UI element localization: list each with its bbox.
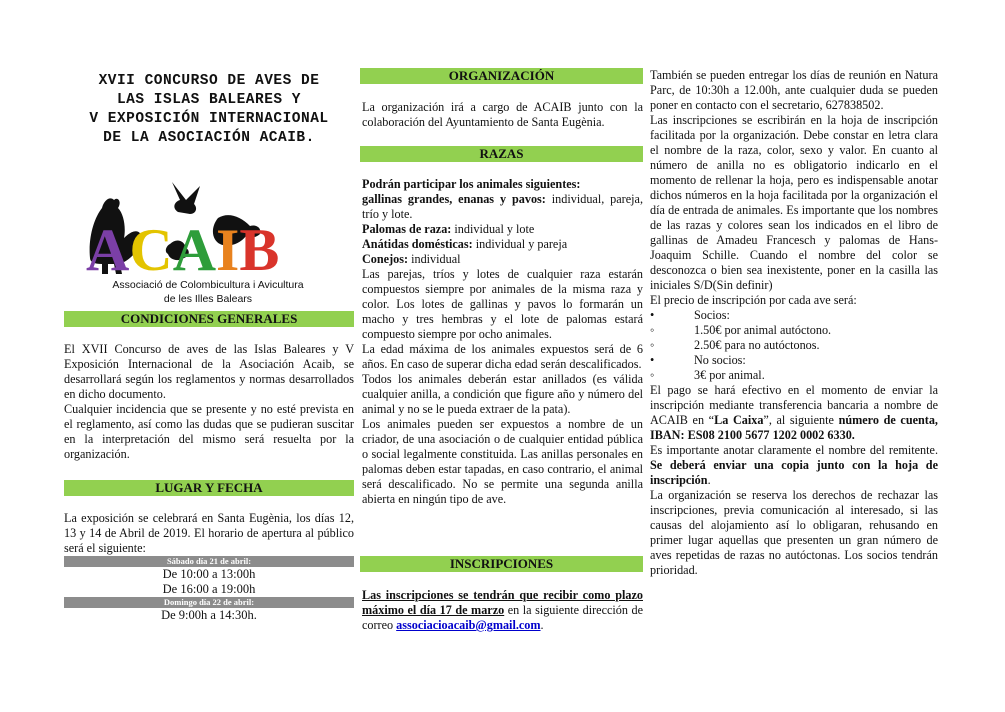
schedule-day-2: Domingo día 22 de abril: xyxy=(64,597,354,608)
price-list-text: 3€ por animal. xyxy=(694,368,765,382)
razas-item-label: Palomas de raza: xyxy=(362,222,452,236)
deadline-text: Las inscripciones se tendrán que recibir como plazo máximo el día 17 de marzo xyxy=(362,588,643,617)
inscripciones-text xyxy=(362,588,643,633)
paragraph: El precio de inscripción por cada ave será: xyxy=(650,293,857,307)
paragraph: También se pueden entregar los días de reunión en Natura Parc, de 10:30h a 12.00h, ante cualquier duda se pueden poner en contacto con el secretario, 627838502. xyxy=(650,68,938,112)
inscripciones-heading: INSCRIPCIONES xyxy=(360,556,643,572)
razas-item xyxy=(362,192,643,222)
iban: número de cuenta, IBAN: ES08 2100 5677 1202 0002 6330. xyxy=(650,413,938,442)
acaib-logo xyxy=(80,178,336,308)
logo-subtitle: Associació de Colombicultura i Avicultura xyxy=(112,279,304,291)
svg-text:ACAIB: ACAIB xyxy=(86,217,280,283)
text: El pago se hará efectivo en el momento de enviar la inscripción mediante transferencia bancaria a nombre de ACAIB en “ xyxy=(650,383,938,427)
lugar-heading: LUGAR Y FECHA xyxy=(64,480,354,496)
title-line: V EXPOSICIÓN INTERNACIONAL xyxy=(89,111,329,127)
razas-intro: Podrán participar los animales siguientes: xyxy=(362,177,581,191)
paragraph: Las inscripciones se escribirán en la hoja de inscripción facilitada por la organización. Debe constar en letra clara el nombre de la raza, color, sexo y valor. En cuanto al número de anilla no es obligatorio indicarlo en el momento de rellenar la hoja, pero es indispensable anotar dichos números en la hoja facilitada por la organización el día de entrada de animales. Es importante que los nombres de las razas y colores sean los indicados en el libro de gallinas de Amadeu Francesch y palomas de Hans-Joaquim Schille. Cuando el nombre del color se desconozca o bien sea inexistente, poner en la casilla las iniciales S/D(Sin definir) xyxy=(650,113,938,292)
bullet-icon: • xyxy=(650,308,655,322)
condiciones-text xyxy=(64,342,354,462)
razas-item xyxy=(362,252,643,267)
paragraph: Los animales pueden ser expuestos a nombre de un criador, de una asociación o de cualquier entidad pública o social legalmente constituida. Las anillas personales en palomas deben estar tapadas, en caso contrario, el animal será descalificado. No se permite una segunda anilla abierta en ningún tipo de ave. xyxy=(362,417,643,506)
copy-note: Se deberá enviar una copia junto con la hoja de inscripción xyxy=(650,458,938,487)
bank-name: La Caixa xyxy=(714,413,764,427)
price-list-item xyxy=(650,308,938,323)
price-list xyxy=(650,308,938,383)
paragraph: La organización se reserva los derechos de rechazar las inscripciones, previa comunicación al interesado, si las causas del alojamiento así lo obligaran, rehusando en primer lugar aquellas que presenten un gran número de aves repetidas de razas no autóctonas. Los socios tendrán prioridad. xyxy=(650,488,938,577)
price-list-text: 2.50€ para no autóctonos. xyxy=(694,338,820,352)
title-line: XVII CONCURSO DE AVES DE xyxy=(98,73,320,89)
bullet-icon: • xyxy=(650,353,655,367)
organizacion-heading: ORGANIZACIÓN xyxy=(360,68,643,84)
column-3-text xyxy=(650,68,938,578)
document-title xyxy=(64,72,354,148)
razas-text xyxy=(362,177,643,507)
punct: . xyxy=(707,473,711,487)
price-list-item xyxy=(650,353,938,368)
paragraph: Las parejas, tríos y lotes de cualquier raza estarán compuestos siempre por animales de la misma raza y color. Los lotes de gallinas y pavos lo formarán un macho y tres hembras y el lote de palomas estará compuesto siempre por ocho animales. xyxy=(362,267,643,341)
punct: . xyxy=(540,618,544,632)
razas-item-label: gallinas grandes, enanas y pavos: xyxy=(362,192,546,206)
paragraph: El XVII Concurso de aves de las Islas Baleares y V Exposición Internacional de la Asociación Acaib, se desarrollará según los reglamentos y normas desarrollados en dicho documento. xyxy=(64,342,354,401)
condiciones-heading: CONDICIONES GENERALES xyxy=(64,311,354,327)
paragraph xyxy=(650,383,938,443)
razas-item xyxy=(362,222,643,237)
email-link[interactable]: associacioacaib@gmail.com xyxy=(396,618,541,632)
schedule-hours: De 16:00 a 19:00h xyxy=(162,582,256,596)
schedule-day-1: Sábado día 21 de abril: xyxy=(64,556,354,567)
price-list-item xyxy=(650,338,938,353)
razas-item-label: Anátidas domésticas: xyxy=(362,237,473,251)
price-list-item xyxy=(650,323,938,338)
schedule-hours: De 9:00h a 14:30h. xyxy=(161,608,257,622)
razas-item-value: individual y pareja xyxy=(472,237,568,251)
circle-bullet-icon: ◦ xyxy=(650,323,655,337)
price-list-text: 1.50€ por animal autóctono. xyxy=(694,323,832,337)
text: ”, al siguiente xyxy=(763,413,839,427)
circle-bullet-icon: ◦ xyxy=(650,338,655,352)
razas-item-value: individual y lote xyxy=(451,222,535,236)
razas-heading: RAZAS xyxy=(360,146,643,162)
text: Es importante anotar claramente el nombre del remitente. xyxy=(650,443,938,457)
razas-item-value: individual, pareja, trío y lote. xyxy=(362,192,643,221)
lugar-text: La exposición se celebrará en Santa Eugènia, los días 12, 13 y 14 de Abril de 2019. El horario de apertura al público será el siguiente: xyxy=(64,511,354,555)
title-line: DE LA ASOCIACIÓN ACAIB. xyxy=(103,130,315,146)
circle-bullet-icon: ◦ xyxy=(650,368,655,382)
razas-item xyxy=(362,237,643,252)
schedule-hours: De 10:00 a 13:00h xyxy=(162,567,256,581)
paragraph: Cualquier incidencia que se presente y no esté prevista en el reglamento, así como las dudas que se pudieran suscitar en la interpretación del mismo será resuelta por la organización. xyxy=(64,402,354,461)
price-list-text: Socios: xyxy=(694,308,730,322)
razas-item-label: Conejos: xyxy=(362,252,409,266)
organizacion-text: La organización irá a cargo de ACAIB junto con la colaboración del Ayuntamiento de Santa Eugènia. xyxy=(362,100,643,129)
razas-item-value: individual xyxy=(408,252,461,266)
paragraph: Todos los animales deberán estar anillados (es válida cualquier anilla, a condición que figure año y número del animal y no se le pueda extraer de la pata). xyxy=(362,372,643,416)
paragraph xyxy=(650,443,938,488)
title-line: LAS ISLAS BALEARES Y xyxy=(116,92,302,108)
paragraph: La edad máxima de los animales expuestos será de 6 años. En caso de superar dicha edad serán descalificados. xyxy=(362,342,643,371)
price-list-item xyxy=(650,368,938,383)
inscripciones-text-part: en la siguiente dirección de correo xyxy=(362,603,643,632)
price-list-text: No socios: xyxy=(694,353,746,367)
logo-subtitle: de les Illes Balears xyxy=(163,293,253,305)
